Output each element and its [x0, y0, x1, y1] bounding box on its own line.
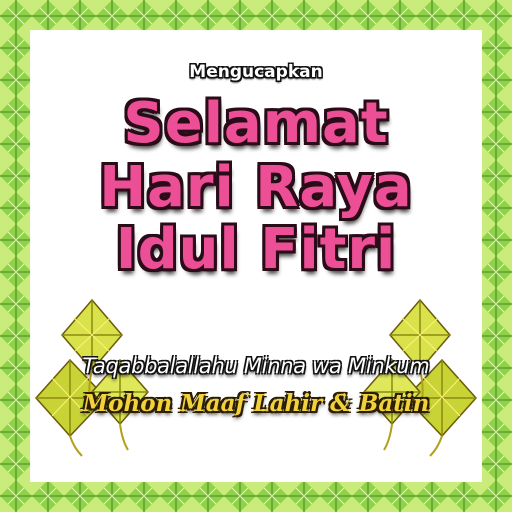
title-line-3: Idul Fitri: [115, 217, 397, 282]
title-line-2: Hari Raya: [99, 155, 413, 220]
apology-text: Mohon Maaf Lahir & Batin: [82, 390, 430, 417]
title-line-1: Selamat: [123, 91, 389, 156]
prayer-text: Taqabbalallahu Minna wa Minkum: [82, 354, 430, 378]
greeting-text: Mengucapkan: [189, 62, 323, 82]
